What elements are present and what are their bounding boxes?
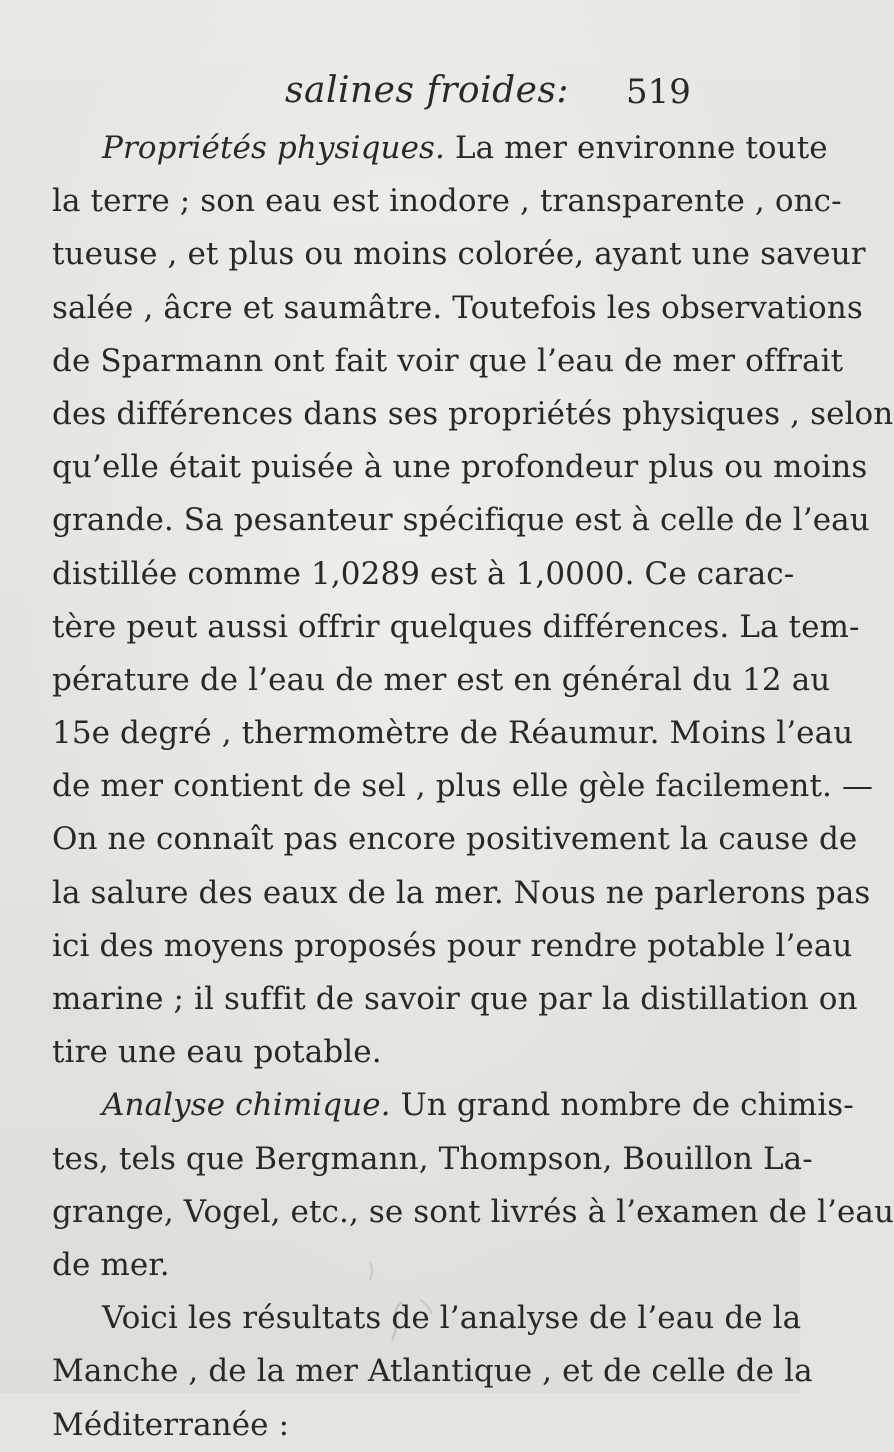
text-line: pérature de l’eau de mer est en général du 12 au: [52, 661, 831, 698]
text-line: On ne connaît pas encore positivement la cause de: [52, 821, 858, 858]
page-header: [0, 70, 800, 118]
text-line: grande. Sa pesanteur spécifique est à celle de l’eau: [52, 502, 870, 539]
text-line: salée , âcre et saumâtre. Toutefois les observations: [52, 289, 863, 326]
body-text: [52, 122, 894, 1452]
text-line: la salure des eaux de la mer. Nous ne parlerons pas: [52, 874, 871, 911]
text-line: ici des moyens proposés pour rendre potable l’eau: [52, 927, 853, 964]
text-line: de Sparmann ont fait voir que l’eau de mer offrait: [52, 342, 844, 379]
text-line: Méditerranée :: [52, 1406, 290, 1443]
text-line: Propriétés physiques. La mer environne toute: [102, 130, 828, 166]
text-line: 15e degré , thermomètre de Réaumur. Moins l’eau: [52, 715, 854, 752]
text-line: Analyse chimique. Un grand nombre de chimis-: [102, 1087, 854, 1124]
text-line: de mer.: [52, 1246, 170, 1283]
running-title: salines froides:: [285, 70, 570, 111]
section-heading-chemical-analysis: Analyse chimique.: [102, 1087, 391, 1124]
text-line: tire une eau potable.: [52, 1034, 382, 1071]
text-line: Manche , de la mer Atlantique , et de celle de la: [52, 1353, 813, 1390]
text-line: des différences dans ses propriétés physiques , selon: [52, 395, 894, 432]
text-line: tère peut aussi offrir quelques différences. La tem-: [52, 608, 860, 645]
text-line: distillée comme 1,0289 est à 1,0000. Ce carac-: [52, 555, 795, 592]
text-line: qu’elle était puisée à une profondeur plus ou moins: [52, 449, 868, 486]
text-line: grange, Vogel, etc., se sont livrés à l’examen de l’eau: [52, 1193, 894, 1230]
text-line: la terre ; son eau est inodore , transparente , onc-: [52, 183, 842, 220]
section-heading-physical-properties: Propriétés physiques.: [102, 130, 445, 166]
text-line: Voici les résultats de l’analyse de l’eau de la: [102, 1300, 802, 1337]
page-number: 519: [626, 72, 691, 112]
text-line: marine ; il suffit de savoir que par la distillation on: [52, 981, 858, 1017]
text-line: tueuse , et plus ou moins colorée, ayant une saveur: [52, 236, 866, 273]
text-line: de mer contient de sel , plus elle gèle facilement. —: [52, 768, 874, 805]
text-line: tes, tels que Bergmann, Thompson, Bouillon La-: [52, 1140, 813, 1177]
